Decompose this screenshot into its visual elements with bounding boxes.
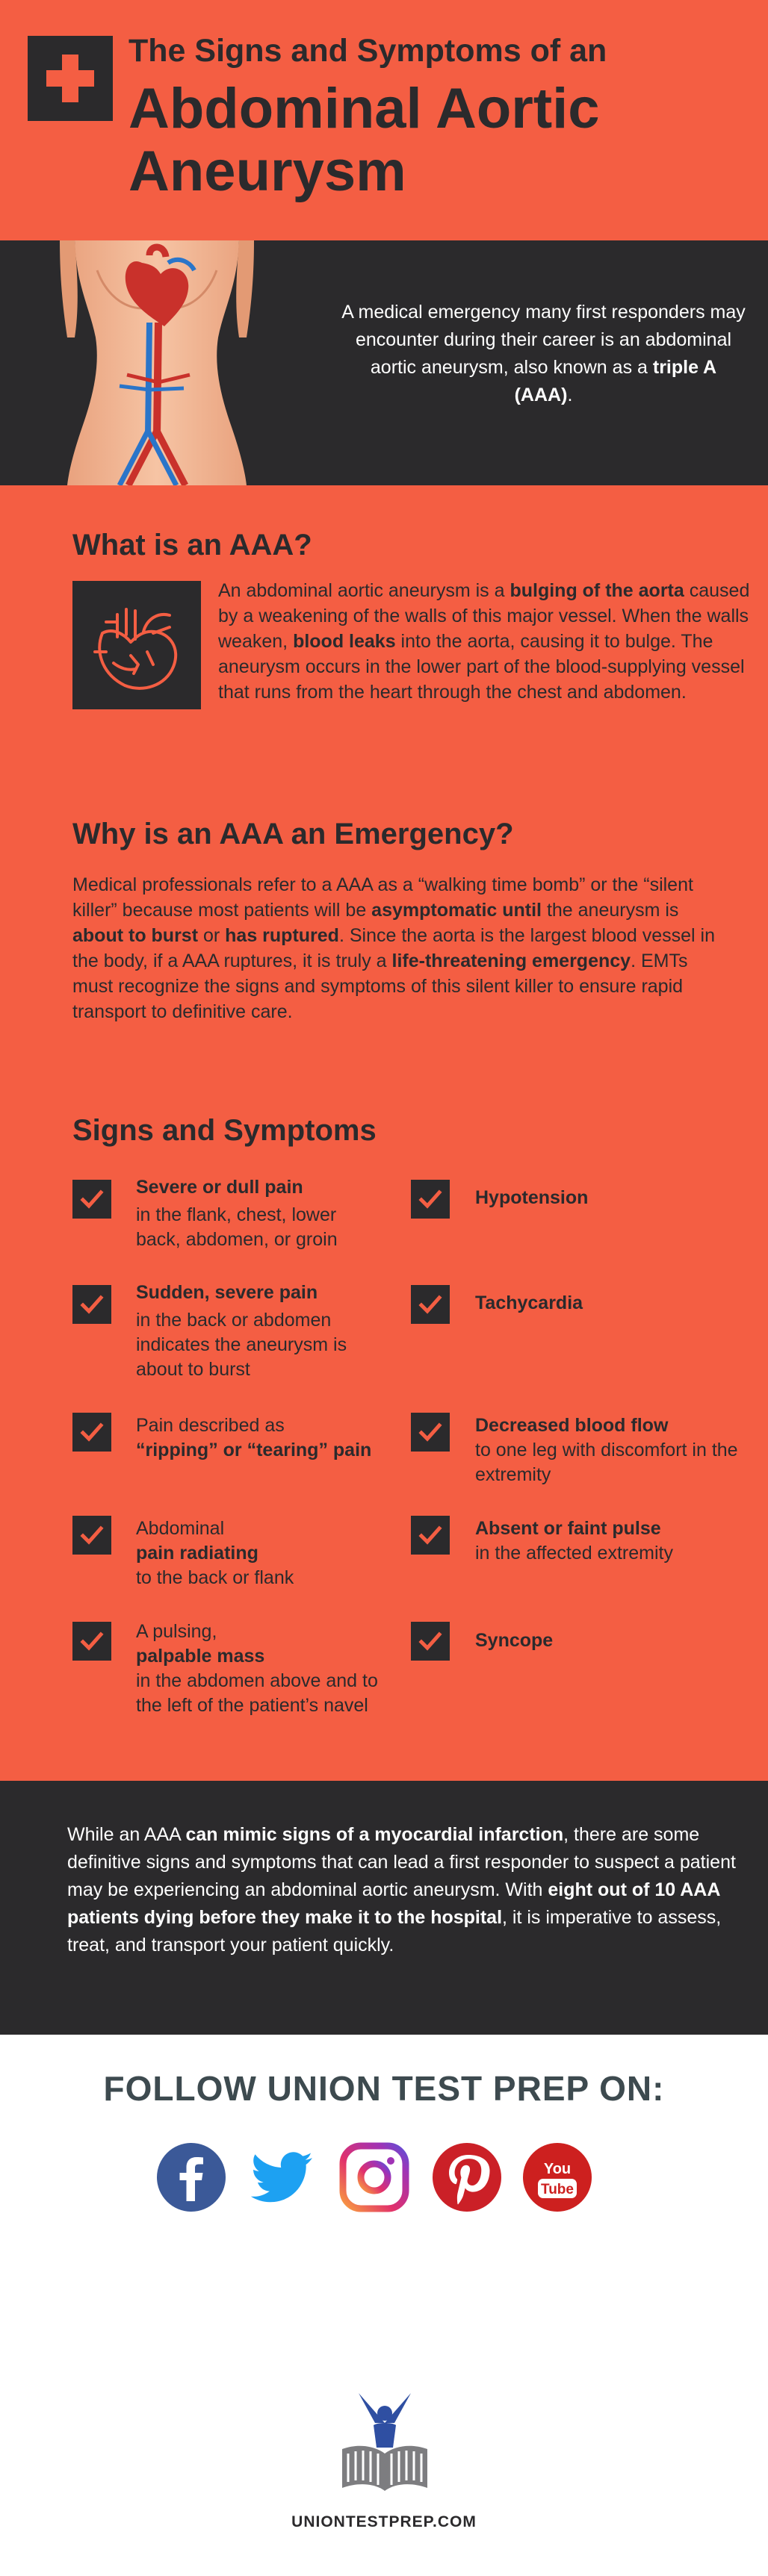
title-line-3: Aneurysm [128,140,406,203]
title-line-2: Abdominal Aortic [128,77,600,140]
youtube-line-2: Tube [541,2182,574,2197]
header [0,0,768,240]
checkmark-icon [72,1285,111,1324]
symptom-hypotension: Hypotension [475,1187,589,1208]
checkmark-icon [411,1180,450,1219]
what-paragraph: An abdominal aortic aneurysm is a bulging of the aorta caused by a weakening of the walls of this major vessel. When the walls weaken, blood leaks into the aorta, causing it to bulge. The aneurysm occurs in the lower part of the blood-supplying vessel that runs from the heart through the chest and abdomen. [218,580,750,703]
checkmark-icon [411,1516,450,1555]
twitter-icon[interactable] [247,2141,318,2213]
symptom-sudden-severe-pain: Sudden, severe pain in the back or abdomen indicates the aneurysm is about to burst [136,1282,347,1380]
instagram-icon[interactable] [338,2141,410,2213]
heart-icon [72,581,201,709]
what-heading: What is an AAA? [72,529,312,561]
checkmark-icon [411,1285,450,1324]
checkmark-icon [72,1516,111,1555]
youtube-line-1: You [543,2161,572,2177]
why-heading: Why is an AAA an Emergency? [72,818,514,850]
closing-paragraph: While an AAA can mimic signs of a myocardial infarction, there are some definitive signs and symptoms that can lead a first responder to suspect a patient may be experiencing an abdominal aortic aneurysm. With eight out of 10 AAA patients dying before they make it to the hospital, it is imperative to assess, treat, and transport your patient quickly. [67,1824,736,1956]
symptom-absent-faint-pulse: Absent or faint pulse in the affected extremity [475,1518,673,1564]
medical-cross-icon [28,36,113,121]
website-link[interactable]: UNIONTESTPREP.COM [291,2513,477,2530]
symptom-pain-radiating: Abdominal pain radiating to the back or flank [136,1518,294,1588]
symptom-palpable-mass: A pulsing, palpable mass in the abdomen above and to the left of the patient’s navel [136,1621,378,1716]
why-paragraph: Medical professionals refer to a AAA as a “walking time bomb” or the “silent killer” because most patients will be asymptomatic until the aneurysm is about to burst or has ruptured. Since the aorta is the largest blood vessel in the body, if a AAA ruptures, it is truly a life-threatening emergency. EMTs must recognize the signs and symptoms of this silent killer to ensure rapid transport to definitive care. [72,874,716,1022]
facebook-icon[interactable] [155,2141,227,2213]
checkmark-icon [72,1413,111,1452]
checkmark-icon [72,1180,111,1219]
union-test-prep-logo[interactable] [321,2389,448,2494]
torso-anatomy-illustration [45,240,269,485]
checkmark-icon [411,1413,450,1452]
title-line-1: The Signs and Symptoms of an [128,33,607,69]
intro-band [0,240,768,485]
title-main [128,78,600,203]
symptom-decreased-blood-flow: Decreased blood flow to one leg with discomfort in the extremity [475,1415,738,1485]
signs-heading: Signs and Symptoms [72,1114,377,1147]
pinterest-icon[interactable] [431,2141,503,2213]
symptom-severe-dull-pain: Severe or dull pain in the flank, chest, lower back, abdomen, or groin [136,1177,338,1250]
checkmark-icon [411,1622,450,1661]
main-content [0,485,768,1781]
closing-band [0,1781,768,2035]
symptom-tachycardia: Tachycardia [475,1292,583,1313]
youtube-icon[interactable] [521,2141,593,2213]
symptom-ripping-tearing-pain: Pain described as “ripping” or “tearing” pain [136,1415,372,1460]
checkmark-icon [72,1622,111,1661]
follow-heading: FOLLOW UNION TEST PREP ON: [103,2069,665,2108]
intro-text: A medical emergency many first responders may encounter during their career is an abdominal aortic aneurysm, also known as a triple A (AAA). [341,302,746,405]
symptom-syncope: Syncope [475,1630,554,1651]
